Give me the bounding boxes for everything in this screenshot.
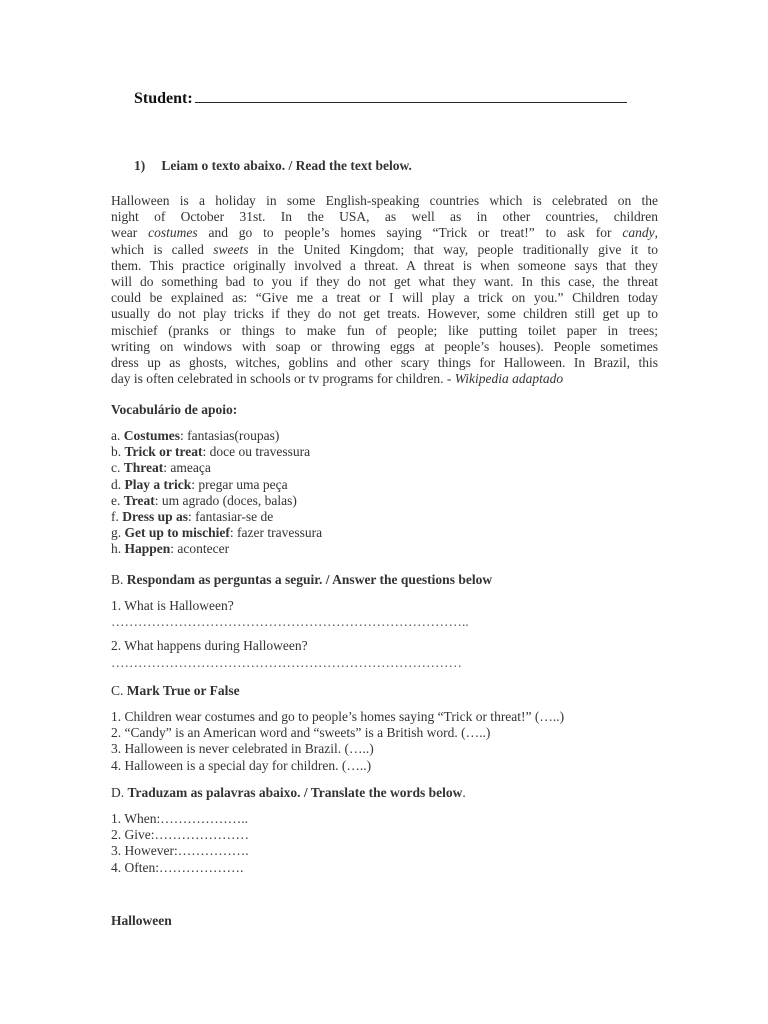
true-false-item[interactable]: 3. Halloween is never celebrated in Brazil. (…..) [111, 741, 374, 757]
passage-line: them. This practice originally involved a threat. A threat is when someone says that they [111, 257, 658, 273]
passage-line: will do something bad to you if they do not get what they want. In this case, the threat [111, 273, 658, 289]
section-d-title: D. Traduzam as palavras abaixo. / Translate the words below. [111, 785, 466, 800]
question-1-heading [134, 158, 412, 174]
passage-line: usually do not play tricks if they do not get treats. However, some children still get up to [111, 306, 658, 322]
student-name-blank[interactable] [195, 88, 627, 103]
passage-line: writing on windows with soap or throwing eggs at people’s houses). People sometimes [111, 338, 658, 354]
section-b-questions [111, 598, 469, 671]
vocab-list [111, 428, 322, 558]
true-false-item[interactable]: 2. “Candy” is an American word and “sweets” is a British word. (…..) [111, 725, 491, 741]
vocab-item: b. Trick or treat: doce ou travessura [111, 444, 311, 460]
vocab-item: d. Play a trick: pregar uma peça [111, 476, 288, 492]
passage-line: dress up as ghosts, witches, goblins and other scary things for Halloween. In Brazil, this [111, 354, 658, 370]
section-d-list [111, 811, 249, 876]
question-1-number: 1) [134, 158, 146, 173]
vocab-item: c. Threat: ameaça [111, 460, 211, 476]
translate-item[interactable]: 3. However:……………. [111, 843, 249, 859]
passage-line: Halloween is a holiday in some English-speaking countries which is celebrated on the [111, 193, 658, 208]
true-false-item[interactable]: 1. Children wear costumes and go to people’s homes saying “Trick or threat!” (…..) [111, 709, 565, 724]
footer-title: Halloween [111, 913, 172, 928]
question-b1: 1. What is Halloween? [111, 598, 234, 613]
section-b-title: B. Respondam as perguntas a seguir. / Answer the questions below [111, 572, 493, 587]
true-false-item[interactable]: 4. Halloween is a special day for children. (…..) [111, 757, 372, 773]
answer-line-b1[interactable]: …………………………………………………………………….. [111, 614, 469, 630]
vocab-title: Vocabulário de apoio: [111, 402, 238, 417]
vocab-item: e. Treat: um agrado (doces, balas) [111, 492, 297, 508]
vocab-item: g. Get up to mischief: fazer travessura [111, 525, 323, 541]
translate-item[interactable]: 4. Often:………………. [111, 859, 244, 875]
answer-line-b2[interactable]: …………………………………………………………………… [111, 654, 462, 670]
passage-line: day is often celebrated in schools or tv programs for children. - Wikipedia adaptado [111, 371, 564, 387]
translate-item[interactable]: 2. Give:………………… [111, 827, 249, 843]
vocab-item: a. Costumes: fantasias(roupas) [111, 428, 280, 443]
section-c-list [111, 709, 564, 774]
question-b2: 2. What happens during Halloween? [111, 638, 308, 654]
vocab-item: f. Dress up as: fantasiar-se de [111, 508, 274, 524]
source-citation: Wikipedia adaptado [454, 371, 564, 387]
translate-item[interactable]: 1. When:……………….. [111, 811, 248, 826]
passage-line: mischief (pranks or things to make fun of people; like putting toilet paper in trees; [111, 322, 658, 338]
passage-line: which is called sweets in the United Kingdom; that way, people traditionally give it to [111, 241, 658, 257]
halloween-passage [111, 193, 658, 387]
section-c-title: C. Mark True or False [111, 683, 240, 698]
passage-line: night of October 31st. In the USA, as well as in other countries, children [111, 209, 658, 225]
student-label: Student: [134, 90, 193, 107]
vocab-item: h. Happen: acontecer [111, 541, 230, 557]
student-name-line [134, 88, 627, 107]
passage-line: could be explained as: “Give me a treat or I will play a trick on you.” Children today [111, 290, 658, 306]
passage-line: wear costumes and go to people’s homes saying “Trick or treat!” to ask for candy, [111, 225, 658, 241]
question-1-title: Leiam o texto abaixo. / Read the text below. [161, 158, 412, 173]
